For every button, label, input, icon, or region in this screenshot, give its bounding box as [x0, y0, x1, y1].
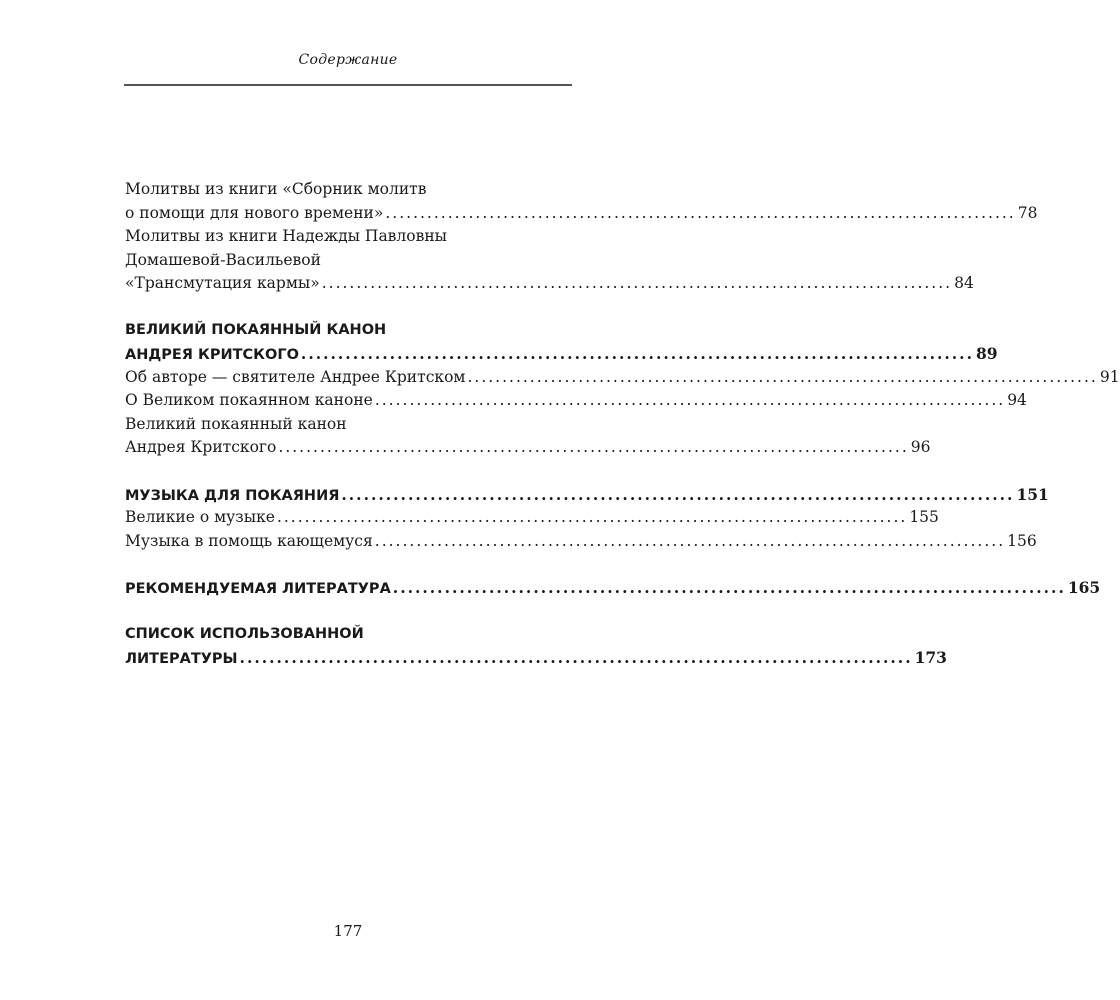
toc-entry-prayers-karma[interactable]	[125, 225, 974, 296]
toc-heading-last-line: РЕКОМЕНДУЕМАЯ ЛИТЕРАТУРА ........................................................................................... 165	[125, 576, 562, 600]
section-gap	[125, 600, 562, 623]
toc-entry-last-line: Андрея Критского ........................................................................................... 96	[125, 436, 562, 460]
dot-leader: ...........................................................................................	[374, 531, 1006, 550]
page-number: 89	[975, 344, 998, 363]
toc-entry-prayers-collection[interactable]	[125, 178, 1038, 225]
toc-heading-references[interactable]	[125, 623, 947, 670]
page-number: 156	[1007, 531, 1037, 550]
toc-heading-last-line: ЛИТЕРАТУРЫ ........................................................................................... 173	[125, 646, 562, 670]
toc-heading-text: ВЕЛИКИЙ ПОКАЯННЫЙ КАНОН	[125, 321, 387, 338]
toc-entry-about-canon[interactable]	[125, 389, 1027, 413]
dot-leader: ...........................................................................................	[374, 391, 1006, 409]
toc-entry-about-author[interactable]	[125, 366, 1120, 390]
dot-leader: ...........................................................................................	[300, 344, 974, 363]
dot-leader: ...........................................................................................	[392, 578, 1066, 597]
dot-leader: ...........................................................................................	[467, 367, 1098, 386]
toc-heading-text: СПИСОК ИСПОЛЬЗОВАННОЙ	[125, 625, 364, 642]
toc-entry-last-line: Великие о музыке ........................................................................................... 155	[125, 506, 562, 530]
page-number: 91	[1099, 367, 1120, 386]
toc-entry-music-help[interactable]	[125, 530, 1037, 554]
page-number: 94	[1007, 391, 1027, 409]
dot-leader: ...........................................................................................	[278, 438, 909, 456]
toc-heading-great-canon[interactable]	[125, 319, 998, 366]
dot-leader: ...........................................................................................	[276, 508, 908, 526]
page-number: 151	[1016, 484, 1049, 504]
toc-entry-last-line: о помощи для нового времени» ........................................................................................... 78	[125, 202, 562, 226]
toc-entry-canon-text[interactable]	[125, 413, 931, 460]
table-of-contents	[125, 178, 1120, 670]
section-gap	[125, 296, 562, 319]
toc-entry-last-line: «Трансмутация кармы» ........................................................................................... 84	[125, 272, 562, 296]
toc-heading-last-line: МУЗЫКА ДЛЯ ПОКАЯНИЯ ........................................................................................... 151	[125, 483, 562, 507]
toc-heading-music[interactable]	[125, 483, 1049, 507]
section-gap	[125, 553, 562, 576]
dot-leader: ...........................................................................................	[341, 484, 1015, 504]
toc-entry-text: Молитвы из книги «Сборник молитв	[125, 180, 427, 198]
dot-leader: ...........................................................................................	[321, 274, 953, 292]
toc-entry-text: Великий покаянный канон	[125, 414, 347, 433]
toc-entry-great-on-music[interactable]	[125, 506, 939, 530]
page-number: 165	[1067, 578, 1101, 597]
toc-entry-last-line: Музыка в помощь кающемуся ........................................................................................... 156	[125, 530, 562, 554]
page-number: 96	[910, 438, 931, 456]
toc-entry-text: Домашевой-Васильевой	[125, 250, 321, 269]
page-number: 173	[914, 648, 947, 667]
page-number: 84	[954, 274, 974, 292]
dot-leader: ...........................................................................................	[385, 203, 1016, 222]
header-rule	[124, 84, 572, 86]
page-number: 155	[909, 508, 939, 526]
toc-entry-last-line: Об авторе — святителе Андрее Критском ........................................................................................... 91	[125, 366, 562, 390]
toc-entry-text: Молитвы из книги Надежды Павловны	[125, 227, 447, 245]
toc-heading-recommended[interactable]	[125, 576, 1101, 600]
section-gap	[125, 460, 562, 483]
toc-entry-last-line: О Великом покаянном каноне ........................................................................................... 94	[125, 389, 562, 413]
page-number: 78	[1017, 203, 1038, 222]
page-folio: 177	[333, 922, 363, 940]
toc-heading-last-line: АНДРЕЯ КРИТСКОГО ........................................................................................... 89	[125, 342, 562, 366]
running-head-title: Содержание	[298, 52, 398, 68]
dot-leader: ...........................................................................................	[239, 648, 913, 667]
